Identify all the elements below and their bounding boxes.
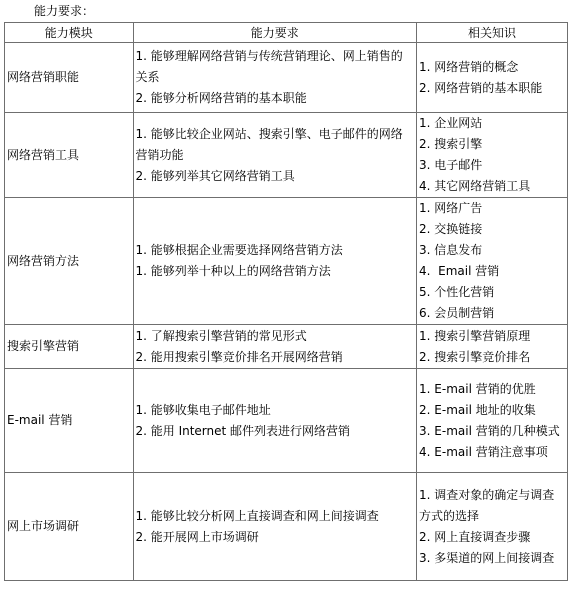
knowledge-item: 3. 多渠道的网上间接调查 bbox=[419, 550, 555, 565]
table-row bbox=[5, 43, 568, 113]
requirements-cell bbox=[133, 43, 417, 113]
requirements-cell bbox=[133, 369, 417, 473]
knowledge-item: 6. 会员制营销 bbox=[419, 306, 495, 320]
requirement-item: 2. 能够分析网络营销的基本职能 bbox=[135, 91, 307, 105]
requirement-item: 1. 能够理解网络营销与传统营销理论、网上销售的关系 bbox=[135, 49, 403, 84]
requirement-item: 1. 了解搜索引擎营销的常见形式 bbox=[135, 328, 307, 343]
requirements-cell bbox=[133, 473, 417, 581]
table-row bbox=[5, 473, 568, 581]
table-row bbox=[5, 198, 568, 325]
knowledge-cell bbox=[417, 325, 568, 369]
knowledge-item: 2. 搜索引擎 bbox=[419, 137, 483, 151]
table-row bbox=[5, 369, 568, 473]
knowledge-item: 2. E-mail 地址的收集 bbox=[419, 402, 536, 417]
knowledge-item: 1. 企业网站 bbox=[419, 116, 483, 130]
requirement-item: 2. 能用搜索引擎竞价排名开展网络营销 bbox=[135, 349, 343, 364]
knowledge-cell bbox=[417, 473, 568, 581]
requirement-item: 1. 能够根据企业需要选择网络营销方法 bbox=[135, 243, 343, 257]
requirement-item: 1. 能够比较企业网站、搜索引擎、电子邮件的网络营销功能 bbox=[135, 126, 403, 162]
header-module: 能力模块 bbox=[5, 23, 134, 43]
knowledge-item: 2. 网上直接调查步骤 bbox=[419, 529, 531, 544]
requirement-item: 1. 能够列举十种以上的网络营销方法 bbox=[135, 264, 331, 278]
module-cell: 网络营销工具 bbox=[5, 113, 134, 198]
module-cell: 网上市场调研 bbox=[5, 473, 134, 581]
knowledge-item: 2. 交换链接 bbox=[419, 222, 483, 236]
header-knowledge: 相关知识 bbox=[417, 23, 568, 43]
requirement-item: 2. 能够列举其它网络营销工具 bbox=[135, 168, 295, 183]
knowledge-item: 2. 网络营销的基本职能 bbox=[419, 80, 543, 95]
knowledge-item: 4. 其它网络营销工具 bbox=[419, 179, 531, 193]
knowledge-item: 5. 个性化营销 bbox=[419, 285, 495, 299]
requirement-item: 1. 能够比较分析网上直接调查和网上间接调查 bbox=[135, 508, 379, 523]
knowledge-item: 4. E-mail 营销注意事项 bbox=[419, 444, 548, 459]
knowledge-cell bbox=[417, 198, 568, 325]
requirement-item: 2. 能用 Internet 邮件列表进行网络营销 bbox=[135, 423, 351, 438]
knowledge-cell bbox=[417, 369, 568, 473]
requirements-cell bbox=[133, 198, 417, 325]
knowledge-item: 1. 搜索引擎营销原理 bbox=[419, 328, 531, 343]
requirements-cell bbox=[133, 325, 417, 369]
knowledge-item: 1. 调查对象的确定与调查方式的选择 bbox=[419, 487, 555, 523]
module-cell: 网络营销方法 bbox=[5, 198, 134, 325]
requirement-item: 1. 能够收集电子邮件地址 bbox=[135, 402, 271, 417]
knowledge-item: 1. 网络广告 bbox=[419, 201, 483, 215]
module-cell: 搜索引擎营销 bbox=[5, 325, 134, 369]
knowledge-item: 3. 信息发布 bbox=[419, 243, 483, 257]
requirement-item: 2. 能开展网上市场调研 bbox=[135, 529, 259, 544]
module-cell: E-mail 营销 bbox=[5, 369, 134, 473]
knowledge-item: 4. Email 营销 bbox=[419, 264, 500, 278]
knowledge-item: 2. 搜索引擎竞价排名 bbox=[419, 349, 531, 364]
requirements-table bbox=[4, 22, 568, 581]
knowledge-cell bbox=[417, 113, 568, 198]
knowledge-cell bbox=[417, 43, 568, 113]
table-row bbox=[5, 113, 568, 198]
knowledge-item: 3. E-mail 营销的几种模式 bbox=[419, 423, 560, 438]
module-cell: 网络营销职能 bbox=[5, 43, 134, 113]
knowledge-item: 3. 电子邮件 bbox=[419, 158, 483, 172]
table-row bbox=[5, 325, 568, 369]
knowledge-item: 1. E-mail 营销的优胜 bbox=[419, 381, 536, 396]
header-row bbox=[5, 23, 568, 43]
requirements-cell bbox=[133, 113, 417, 198]
page-title: 能力要求： bbox=[34, 4, 95, 18]
knowledge-item: 1. 网络营销的概念 bbox=[419, 59, 519, 74]
header-requirements: 能力要求 bbox=[133, 23, 417, 43]
